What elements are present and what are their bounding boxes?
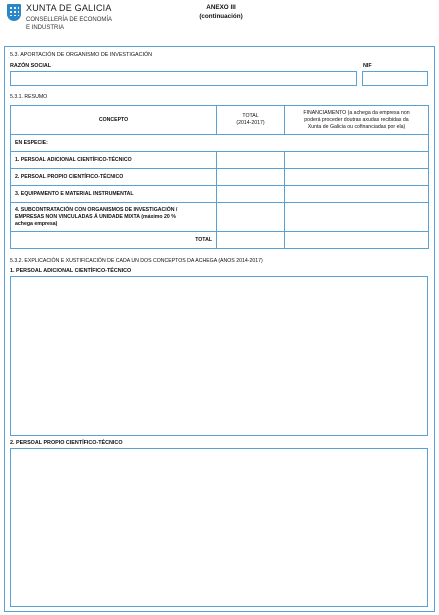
summary-header-row [11, 106, 429, 135]
razon-social-field[interactable] [10, 71, 357, 86]
col-financiamento-line-2: poderá proceder doutras axudas recibidas da [304, 116, 409, 123]
row-2-financiamento-cell[interactable] [285, 169, 429, 186]
item-2-textarea[interactable] [10, 448, 428, 607]
total-label: TOTAL [11, 232, 217, 249]
section-531-title: 5.3.1. RESUMO [10, 94, 48, 100]
row-2-concepto: 2. PERSOAL PROPIO CIENTÍFICO-TÉCNICO [11, 169, 217, 186]
table-row [11, 186, 429, 203]
galicia-shield-logo-icon [7, 4, 21, 21]
department-line-2: E INDUSTRIA [26, 25, 65, 31]
row-4-line-2: EMPRESAS NON VINCULADAS Á UNIDADE MIXTA (máximo 20 % [15, 213, 176, 220]
row-4-concepto [11, 203, 217, 232]
table-row [11, 203, 429, 232]
table-row [11, 152, 429, 169]
brand-name: XUNTA DE GALICIA [26, 3, 112, 13]
nif-field[interactable] [362, 71, 428, 86]
row-1-total-cell[interactable] [217, 152, 285, 169]
total-row [11, 232, 429, 249]
row-4-line-3: achega empresa) [15, 220, 58, 227]
item-1-textarea[interactable] [10, 276, 428, 436]
en-especie-label: EN ESPECIE: [11, 135, 429, 152]
row-4-total-cell[interactable] [217, 203, 285, 232]
col-financiamento-line-1: FINANCIAMENTO (a achega da empresa non [303, 109, 410, 116]
col-financiamento-header [285, 106, 429, 135]
col-total-years: (2014-2017) [236, 120, 265, 126]
summary-table [10, 105, 429, 249]
item-1-label: 1. PERSOAL ADICIONAL CIENTÍFICO-TÉCNICO [10, 268, 132, 274]
row-3-concepto: 3. EQUIPAMENTO E MATERIAL INSTRUMENTAL [11, 186, 217, 203]
col-financiamento-line-3: Xunta de Galicia ou cofinanciadas por ela) [307, 123, 406, 130]
row-1-concepto: 1. PERSOAL ADICIONAL CIENTÍFICO-TÉCNICO [11, 152, 217, 169]
annex-subtitle: (continuación) [199, 13, 243, 20]
department-line-1: CONSELLERÍA DE ECONOMÍA [26, 17, 113, 23]
col-concepto-header: CONCEPTO [11, 106, 217, 135]
row-4-financiamento-cell[interactable] [285, 203, 429, 232]
total-financiamento-cell[interactable] [285, 232, 429, 249]
nif-label: NIF [363, 63, 372, 69]
section-53-title: 5.3. APORTACIÓN DE ORGANISMO DE INVESTIGACIÓN [10, 52, 153, 58]
razon-social-label: RAZÓN SOCIAL [10, 63, 52, 69]
table-row [11, 169, 429, 186]
row-2-total-cell[interactable] [217, 169, 285, 186]
row-3-financiamento-cell[interactable] [285, 186, 429, 203]
en-especie-row [11, 135, 429, 152]
col-total-label: TOTAL [242, 113, 259, 119]
row-3-total-cell[interactable] [217, 186, 285, 203]
col-total-header [217, 106, 285, 135]
section-532-title: 5.3.2. EXPLICACIÓN E XUSTIFICACIÓN DE CADA UN DOS CONCEPTOS DA ACHEGA (ANOS 2014-2017) [10, 258, 263, 264]
department-name [26, 16, 112, 32]
annex-heading [195, 3, 247, 21]
row-1-financiamento-cell[interactable] [285, 152, 429, 169]
annex-title: ANEXO III [206, 4, 236, 11]
total-sum-cell[interactable] [217, 232, 285, 249]
row-4-line-1: 4. SUBCONTRATACIÓN CON ORGANISMOS DE INVESTIGACIÓN / [15, 206, 178, 213]
item-2-label: 2. PERSOAL PROPIO CIENTÍFICO-TÉCNICO [10, 440, 123, 446]
